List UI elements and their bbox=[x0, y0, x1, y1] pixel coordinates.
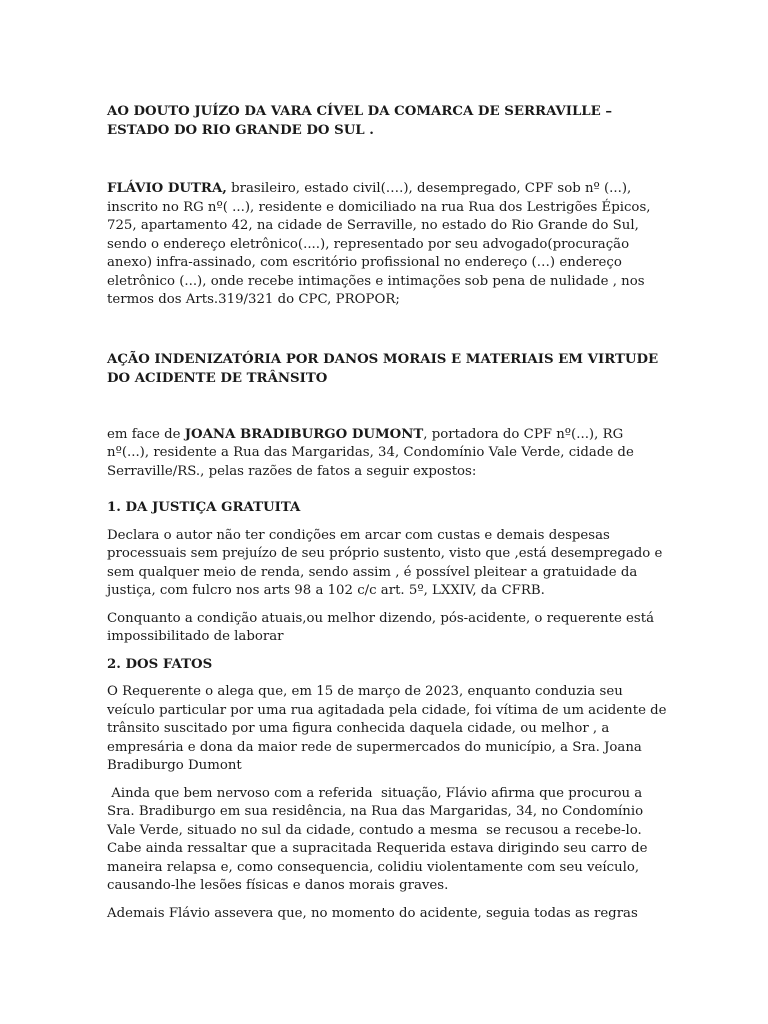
document-page bbox=[107, 102, 667, 932]
action-title: AÇÃO INDENIZATÓRIA POR DANOS MORAIS E MATERIAIS EM VIRTUDE DO ACIDENTE DE TRÂNSITO bbox=[107, 351, 659, 386]
paragraph: Ademais Flávio assevera que, no momento do acidente, seguia todas as regras bbox=[107, 905, 638, 921]
plaintiff-qualification bbox=[107, 180, 667, 310]
paragraph: Ainda que bem nervoso com a referida situação, Flávio afirma que procurou a Sra. Bradiburgo em sua residência, na Rua das Margaridas, 34, no Condomínio Vale Verde, situado no sul da cidade, contudo a mesma se recusou a recebe-lo. Cabe ainda ressaltar que a supracitada Requerida estava dirigindo seu carro de maneira relapsa e, como consequencia, colidiu violentamente com seu veículo, causando-lhe lesões físicas e danos morais graves. bbox=[107, 785, 652, 893]
defendant-details: , portadora do CPF nº(...), RG nº(...), residente a Rua das Margaridas, 34, Condomínio Vale Verde, cidade de Serraville/RS., pelas razões de fatos a seguir expostos: bbox=[107, 426, 634, 479]
versus-prefix: em face de bbox=[107, 426, 185, 442]
section-title-dos-fatos: 2. DOS FATOS bbox=[107, 656, 213, 672]
defendant-name: JOANA BRADIBURGO DUMONT bbox=[184, 426, 424, 442]
paragraph: Declara o autor não ter condições em arcar com custas e demais despesas processuais sem prejuízo de seu próprio sustento, visto que ,está desempregado e sem qualquer meio de renda, sendo assim , é possível pleitear a gratuidade da justiça, com fulcro nos arts 98 a 102 c/c art. 5º, LXXIV, da CFRB. bbox=[107, 527, 663, 598]
plaintiff-details: brasileiro, estado civil(….), desempregado, CPF sob nº (...), inscrito no RG nº( ...), residente e domiciliado na rua Rua dos Lestrigões Épicos, 725, apartamento 42, na cidade de Serraville, no estado do Rio Grande do Sul, sendo o endereço eletrônico(....), representado por seu advogado(procuração anexo) infra-assinado, com escritório profissional no endereço (…) endereço eletrônico (...), onde recebe intimações e intimações sob pena de nulidade , nos termos dos Arts.319/321 do CPC, PROPOR; bbox=[107, 181, 651, 307]
defendant-qualification bbox=[107, 426, 667, 482]
paragraph: O Requerente o alega que, em 15 de março de 2023, enquanto conduzia seu veículo particular por uma rua agitadada pela cidade, foi vítima de um acidente de trânsito suscitado por uma figura conhecida daquela cidade, ou melhor , a empresária e dona da maior rede de supermercados do município, a Sra. Joana Bradiburgo Dumont bbox=[107, 684, 667, 773]
paragraph: Conquanto a condição atuais,ou melhor dizendo, pós-acidente, o requerente está impossibilitado de laborar bbox=[107, 610, 655, 644]
addressee-heading: AO DOUTO JUÍZO DA VARA CÍVEL DA COMARCA DE SERRAVILLE – ESTADO DO RIO GRANDE DO SUL . bbox=[107, 104, 613, 138]
plaintiff-name: FLÁVIO DUTRA, bbox=[107, 181, 227, 196]
section-title-justica-gratuita: 1. DA JUSTIÇA GRATUITA bbox=[107, 500, 301, 515]
